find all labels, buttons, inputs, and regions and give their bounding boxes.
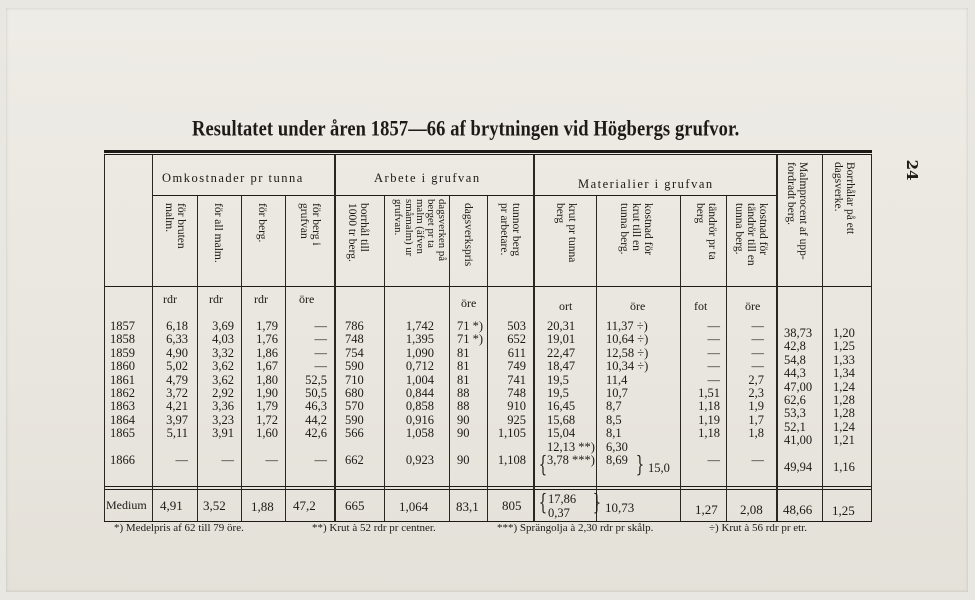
column-header-berg: för berg. [256,203,268,243]
medium-dagsverkspris: 83,1 [456,499,479,514]
brace-symbol: } [592,491,602,516]
column-header-kostnad-krut: kostnad för krut till en tunna berg. [618,203,654,256]
group-header-omkostnader: Omkostnader pr tunna [162,171,304,185]
data-column-tandror: — — — — — 1,51 1,18 1,19 1,18 — [698,319,720,468]
kostnad-krut-1866-sum: 15,0 [648,461,670,475]
unit-label: ort [559,299,573,313]
medium-borrhalar: 1,25 [832,503,855,518]
data-column-bruten-malm: 6,18 6,33 4,90 5,02 4,79 3,72 4,21 3,97 5,11 — [166,319,188,468]
data-column-tunnor-berg: 503 652 611 749 741 748 910 925 1,105 1,108 [497,319,526,468]
group-header-materialier: Materialier i grufvan [578,177,714,191]
years-column: 1857 1858 1859 1860 1861 1862 1863 1864 1865 1866 [110,319,135,468]
column-header-all-malm: för all malm. [212,203,224,263]
column-header-kostnad-tandror: kostnad för tändrör till en tunna berg. [733,203,769,266]
unit-label: öre [461,296,477,310]
column-header-tandror: tändrör pr ta berg [694,203,718,260]
data-column-borrhalar: 1,20 1,25 1,33 1,34 1,24 1,28 1,28 1,24 1,21 1,16 [833,326,855,475]
column-header-krut: krut pr tunna berg [554,203,578,263]
medium-kostnad-tandror: 2,08 [740,502,763,517]
group-header-arbete: Arbete i grufvan [374,171,481,185]
medium-berg: 1,88 [251,499,274,514]
column-header-borrhal: borrhål till 1000 tr berg. [346,203,370,262]
data-column-krut: 20,31 19,01 22,47 18,47 19,5 19,5 16,45 15,68 15,04 12,13 **) 3,78 ***) [547,319,595,468]
medium-borrhal: 665 [345,498,365,513]
page-title: Resultatet under åren 1857—66 af brytningen vid Högbergs grufvor. [192,118,740,142]
column-header-berg-i-grufvan: för berg i grufvan [298,203,322,246]
data-column-kostnad-tandror: — — — — 2,7 2,3 1,9 1,7 1,8 — [748,319,764,468]
medium-malmprocent: 48,66 [783,502,813,517]
medium-krut-b: 0,37 [548,506,570,520]
medium-tandror: 1,27 [695,502,718,517]
medium-krut-a: 17,86 [548,492,577,506]
column-header-bruten-malm: för bruten malm. [163,203,187,249]
medium-bruten-malm: 4,91 [160,498,183,513]
unit-label: öre [630,299,646,313]
medium-all-malm: 3,52 [203,498,226,513]
page-number: 24 [903,159,921,181]
unit-label: öre [745,299,761,313]
column-header-dagsverken: dagsverken på berget pr ta malm (äfven småmalm) ur grufvan. [392,199,448,262]
unit-label: rdr [254,292,268,306]
footnote-2: **) Krut à 52 rdr pr centner. [312,522,436,534]
medium-dagsverken: 1,064 [399,499,429,514]
brace-symbol: { [538,453,548,478]
unit-label: rdr [209,292,223,306]
column-header-tunnor-berg: tunnor berg pr arbetare. [498,203,522,257]
unit-label: öre [299,292,315,306]
data-column-kostnad-krut: 11,37 ÷) 10,64 ÷) 12,58 ÷) 10,34 ÷) 11,4 10,7 8,7 8,5 8,1 6,30 8,69 [606,319,649,468]
medium-kostnad-krut: 10,73 [605,500,635,515]
data-column-borrhal: 786 748 754 590 710 680 570 590 566 662 [345,319,364,468]
data-column-all-malm: 3,69 4,03 3,32 3,62 3,62 2,92 3,36 3,23 3,91 — [212,319,234,468]
brace-symbol: { [538,491,548,516]
column-header-malmprocent: Malmprocent af upp- fordradt berg. [785,162,809,260]
medium-label: Medium [106,498,147,512]
unit-label: rdr [163,292,177,306]
medium-berg-i-grufvan: 47,2 [293,498,316,513]
column-header-borrhalar: Borrhålar på ett dagsverke. [832,162,856,235]
footnote-3: ***) Sprängolja à 2,30 rdr pr skålp. [497,522,654,534]
data-column-malmprocent: 38,73 42,8 54,8 44,3 47,00 62,6 53,3 52,1 41,00 49,94 [784,326,813,475]
data-column-dagsverkspris: 71 *) 71 *) 81 81 81 88 88 90 90 90 [457,319,484,468]
data-column-berg-i-grufvan: — — — — 52,5 50,5 46,3 44,2 42,6 — [305,319,327,468]
footnote-4: ÷) Krut à 56 rdr pr etr. [709,522,807,534]
unit-label: fot [694,299,708,313]
footnote-1: *) Medelpris af 62 till 79 öre. [114,522,244,534]
data-column-dagsverken: 1,742 1,395 1,090 0,712 1,004 0,844 0,858 0,916 1,058 0,923 [405,319,434,468]
column-header-dagsverkspris: dagsverkspris [462,203,474,267]
brace-symbol: } [635,453,645,478]
data-column-berg: 1,79 1,76 1,86 1,67 1,80 1,90 1,79 1,72 1,60 — [256,319,278,468]
medium-tunnor-berg: 805 [502,498,522,513]
